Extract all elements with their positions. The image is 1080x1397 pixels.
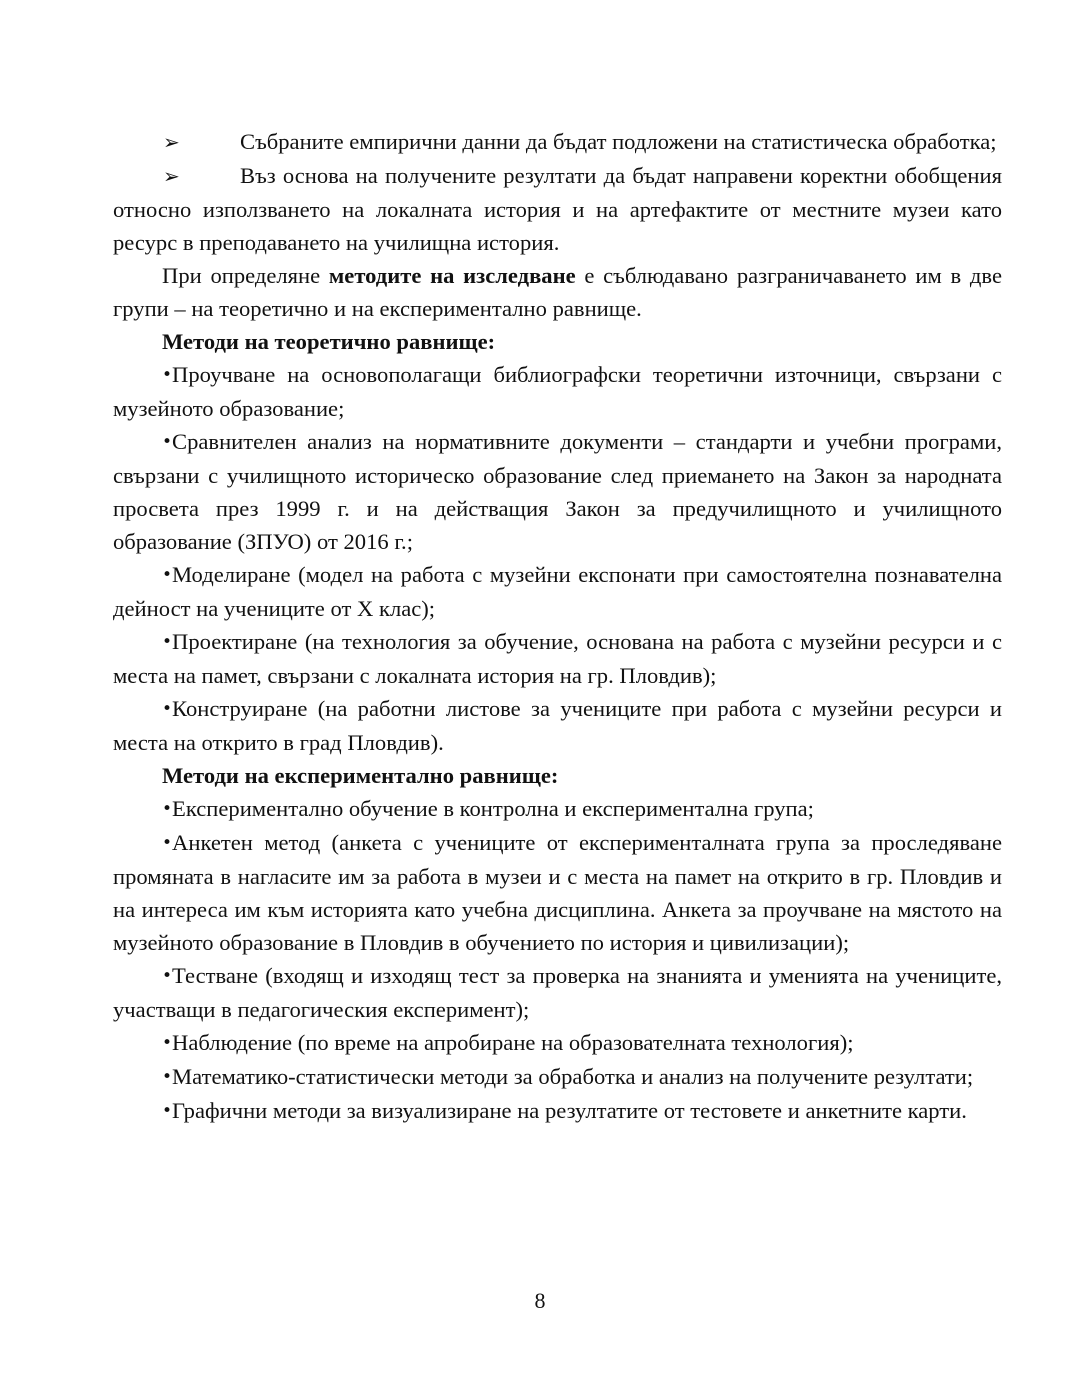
experimental-list-item — [113, 792, 1002, 826]
bullet-icon: • — [162, 432, 173, 452]
theoretical-list-item — [113, 625, 1002, 692]
bullet-icon: • — [162, 833, 173, 853]
page-number: 8 — [534, 1288, 546, 1313]
arrow-list-item — [113, 125, 1002, 159]
bullet-icon: • — [162, 1101, 173, 1121]
list-item-text: Математико-статистически методи за обработка и анализ на получените резултати; — [172, 1064, 974, 1089]
list-item-text: Проектиране (на технология за обучение, основана на работа с музейни ресурси и с места на памет, свързани с локалната история на гр. Пловдив); — [113, 629, 1002, 688]
experimental-list-item — [113, 1026, 1002, 1060]
methods-intro-paragraph — [113, 259, 1002, 325]
arrow-item-text: Събраните емпирични данни да бъдат подложени на статистическа обработка; — [240, 129, 997, 154]
theoretical-list-item — [113, 425, 1002, 558]
arrow-bullet-icon: ➢ — [163, 130, 180, 154]
theoretical-methods-heading: Методи на теоретично равнище: — [162, 329, 496, 354]
theoretical-list-item — [113, 358, 1002, 425]
bullet-icon: • — [162, 1033, 173, 1053]
bullet-icon: • — [162, 632, 173, 652]
experimental-methods-heading: Методи на експериментално равнище: — [162, 763, 559, 788]
list-item-text: Проучване на основополагащи библиографски теоретични източници, свързани с музейното образование; — [113, 362, 1002, 421]
list-item-text: Моделиране (модел на работа с музейни експонати при самостоятелна познавателна дейност на учениците от Х клас); — [113, 562, 1002, 621]
methods-intro-before: При определяне — [162, 263, 329, 288]
experimental-list-item — [113, 1094, 1002, 1128]
experimental-list-item — [113, 1060, 1002, 1094]
theoretical-list-item — [113, 692, 1002, 759]
experimental-list-item — [113, 959, 1002, 1026]
bullet-icon: • — [162, 966, 173, 986]
bullet-icon: • — [162, 699, 173, 719]
list-item-text: Конструиране (на работни листове за учениците при работа с музейни ресурси и места на открито в град Пловдив). — [113, 696, 1002, 755]
list-item-text: Сравнителен анализ на нормативните документи – стандарти и учебни програми, свързани с училищното историческо образование след приемането на Закон за народната просвета през 1999 г. и на действащия Закон за предучилищното и училищното образование (ЗПУО) от 2016 г.; — [113, 429, 1002, 554]
bullet-icon: • — [162, 565, 173, 585]
bullet-icon: • — [162, 799, 173, 819]
list-item-text: Наблюдение (по време на апробиране на образователната технология); — [172, 1030, 854, 1055]
bullet-icon: • — [162, 365, 173, 385]
bullet-icon: • — [162, 1067, 173, 1087]
list-item-text: Тестване (входящ и изходящ тест за проверка на знанията и уменията на учениците, участващи в педагогическия експеримент); — [113, 963, 1002, 1022]
methods-intro-after: е съблюдавано разграничаването им в две групи – на теоретично и на експериментално равнище. — [113, 263, 1002, 321]
page-content — [113, 125, 1002, 1128]
theoretical-list-item — [113, 558, 1002, 625]
arrow-item-text: Въз основа на получените резултати да бъдат направени коректни обобщения относно използването на локалната история и на артефактите от местните музеи като ресурс в преподаването на училищна история. — [113, 163, 1002, 255]
experimental-list-item — [113, 826, 1002, 959]
arrow-bullet-icon: ➢ — [163, 164, 180, 188]
list-item-text: Анкетен метод (анкета с учениците от експерименталната група за проследяване промяната в нагласите им за работа в музеи и с места на памет на открито в гр. Пловдив и на интереса им към историята като учебна дисциплина. Анкета за проучване на мястото на музейното образование в Пловдив в обучението по история и цивилизации); — [113, 830, 1002, 955]
list-item-text: Графични методи за визуализиране на резултатите от тестовете и анкетните карти. — [172, 1098, 967, 1123]
methods-intro-bold: методите на изследване — [328, 263, 576, 288]
arrow-list-item — [113, 159, 1002, 259]
list-item-text: Експериментално обучение в контролна и експериментална група; — [172, 796, 814, 821]
